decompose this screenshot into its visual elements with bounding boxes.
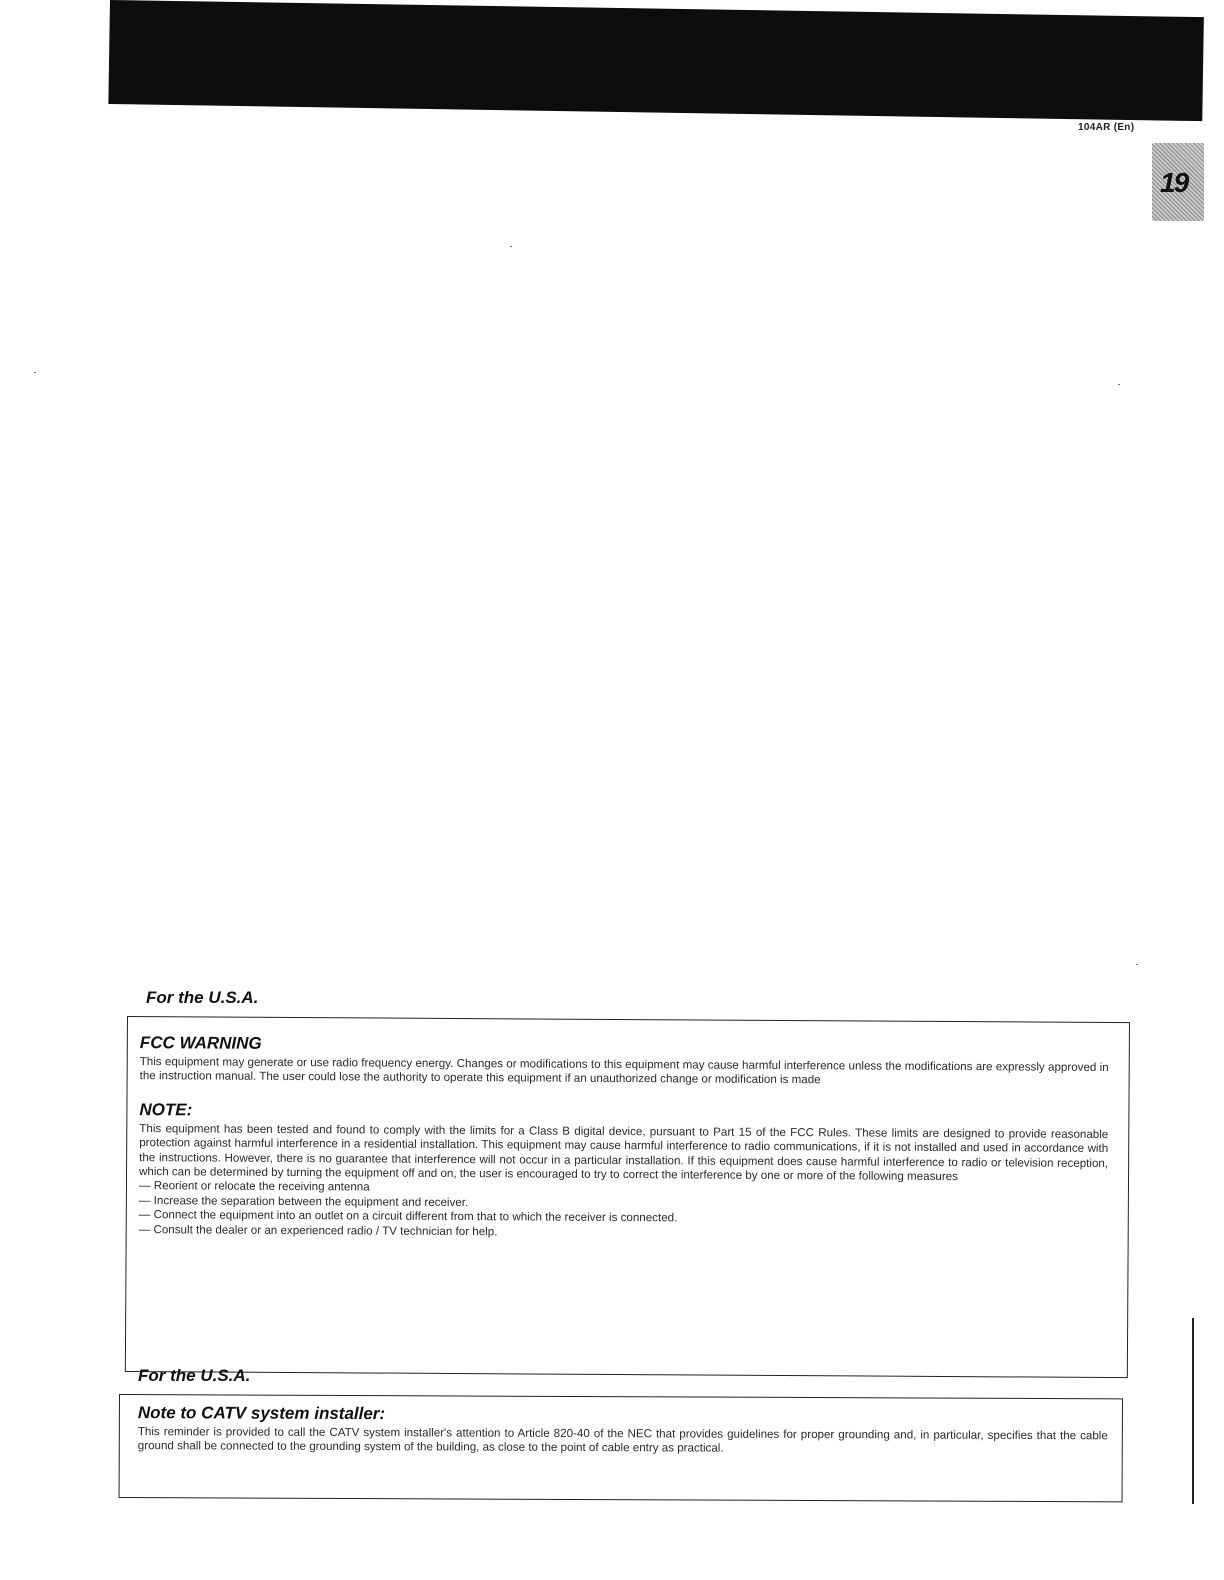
catv-note-text: This reminder is provided to call the CATV system installer's attention to Article 820-40 of the NEC that provides guidelines for proper grounding and, in particular, specifies that the cable ground shall be connected to the grounding system of the building, as close to the point of cable entry as practical. <box>137 1425 1108 1456</box>
header-band <box>108 0 1203 121</box>
catv-section-heading: For the U.S.A. <box>138 1366 251 1385</box>
fcc-note-title: NOTE: <box>139 1099 193 1120</box>
fcc-section-heading: For the U.S.A. <box>146 988 259 1007</box>
fcc-measure-item: — Consult the dealer or an experienced radio / TV technician for help. <box>138 1222 498 1238</box>
fcc-measure-item: — Connect the equipment into an outlet on a circuit different from that to which the receiver is connected. <box>138 1208 678 1225</box>
fcc-warning-box <box>125 1016 1130 1378</box>
fcc-measure-item: — Reorient or relocate the receiving antenna <box>138 1179 370 1194</box>
fcc-warning-text: This equipment may generate or use radio frequency energy. Changes or modifications to this equipment may cause harmful interference unless the modifications are expressly approved in the instruction manual. The user could lose the authority to operate this equipment if an unauthorized change or modification is made <box>139 1055 1109 1087</box>
catv-note-title: Note to CATV system installer: <box>137 1403 386 1424</box>
document-code: 104AR (En) <box>1078 122 1135 133</box>
scan-speck <box>34 372 36 373</box>
fcc-note-text: This equipment has been tested and found to comply with the limits for a Class B digital device, pursuant to Part 15 of the FCC Rules. These limits are designed to provide reasonable protection against harmful interference in a residential installation. This equipment may cause harmful interference to radio communications, if it is not installed and used in accordance with the instructions. However, there is no guarantee that interference will not occur in a particular installation. If this equipment does cause harmful interference to radio or television reception, which can be determined by turning the equipment off and on, the user is encouraged to try to correct the interference by one or more of the following measures <box>139 1121 1109 1184</box>
page-number: 19 <box>1160 167 1188 198</box>
scan-speck <box>1118 384 1120 385</box>
fcc-measure-item: — Increase the separation between the equipment and receiver. <box>138 1193 469 1209</box>
scan-speck <box>1136 964 1138 965</box>
catv-note-box <box>119 1394 1123 1502</box>
page-number-tab <box>1152 143 1204 221</box>
scan-edge-line <box>1192 1318 1194 1504</box>
scan-speck <box>510 246 512 247</box>
fcc-warning-title: FCC WARNING <box>139 1033 262 1053</box>
